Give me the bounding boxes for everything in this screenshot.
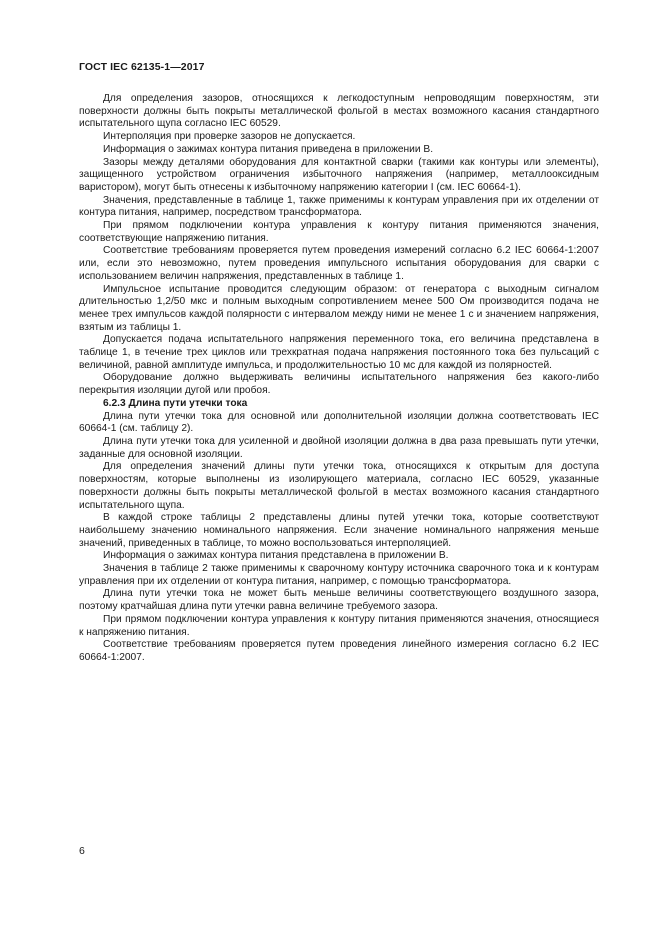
- paragraph: Значения в таблице 2 также применимы к сварочному контуру источника сварочного тока и к контурам управления при их отделении от контура питания, например, с помощью трансформатора.: [79, 563, 599, 587]
- paragraph: Длина пути утечки тока для усиленной и двойной изоляции должна в два раза превышать пути утечки, заданные для основной изоляции.: [79, 435, 599, 460]
- section-heading: [79, 398, 599, 411]
- paragraph: Импульсное испытание проводится следующим образом: от генератора с выходным сигналом длительностью 1,2/50 мкс и полным выходным сопротивлением менее 500 Ом производится подача не менее трех импульсов каждой полярности с интервалом между ними не менее 1 с и значением напряжения, взятым из таблицы 1.: [79, 283, 599, 333]
- paragraph: Оборудование должно выдерживать величины испытательного напряжения без какого-либо перекрытия изоляции дугой или пробоя.: [79, 372, 599, 397]
- paragraph: Информация о зажимах контура питания представлена в приложении В.: [103, 550, 449, 562]
- paragraph: Для определения зазоров, относящихся к легкодоступным непроводящим поверхностям, эти поверхности должны быть покрыты металлической фольгой в местах возможного касания стандартного испытательного щупа согласно IEC 60529.: [79, 93, 599, 130]
- paragraph: При прямом подключении контура управления к контуру питания применяются значения, относящиеся к напряжению питания.: [79, 613, 599, 638]
- paragraph: В каждой строке таблицы 2 представлены длины путей утечки тока, которые соответствуют наибольшему значению номинального напряжения. Если значение номинального напряжения меньше значений, приведенных в таблице, то можно воспользоваться интерполяцией.: [79, 512, 599, 549]
- page-number: 6: [79, 845, 85, 857]
- document-body: [79, 93, 599, 665]
- paragraph: Соответствие требованиям проверяется путем проведения измерений согласно 6.2 IEC 60664-1:2007 или, если это невозможно, путем проведения импульсного испытания оборудования для сварки с использованием величин напряжения, представленных в таблице 1.: [79, 245, 599, 282]
- paragraph: Длина пути утечки тока для основной или дополнительной изоляции должна соответствовать IEC 60664-1 (см. таблицу 2).: [79, 410, 599, 435]
- section-title: Длина пути утечки тока: [128, 397, 248, 409]
- paragraph: Интерполяция при проверке зазоров не допускается.: [103, 131, 356, 143]
- document-header: ГОСТ IEC 62135-1—2017: [79, 61, 205, 73]
- paragraph: Зазоры между деталями оборудования для контактной сварки (такими как контуры или элементы), защищенного устройством ограничения избыточного напряжения (например, металлооксидным варистором), могут быть отнесены к избыточному напряжению категории I (см. IEC 60664-1).: [79, 156, 599, 193]
- paragraph: Длина пути утечки тока не может быть меньше величины соответствующего воздушного зазора, поэтому кратчайшая длина пути утечки равна величине требуемого зазора.: [79, 588, 599, 613]
- paragraph: Информация о зажимах контура питания приведена в приложении В.: [103, 143, 434, 155]
- paragraph: Соответствие требованиям проверяется путем проведения линейного измерения согласно 6.2 IEC 60664-1:2007.: [79, 639, 599, 663]
- section-number: 6.2.3: [103, 397, 126, 409]
- paragraph: Для определения значений длины пути утечки тока, относящихся к открытым для доступа поверхностям, которые выполнены из изолирующего материала, согласно IEC 60529, указанные поверхности должны быть покрыты металлической фольгой в местах возможного касания стандартного испытательного щупа.: [79, 461, 599, 511]
- paragraph: Допускается подача испытательного напряжения переменного тока, его величина представлена в таблице 1, в течение трех циклов или трехкратная подача напряжения постоянного тока без пульсаций с величиной, равной амплитуде импульса, и продолжительностью 10 мс для каждой из полярностей.: [79, 334, 599, 371]
- paragraph: Значения, представленные в таблице 1, также применимы к контурам управления при их отделении от контура питания, например, посредством трансформатора.: [79, 194, 599, 219]
- paragraph: При прямом подключении контура управления к контуру питания применяются значения, соответствующие напряжению питания.: [79, 220, 599, 244]
